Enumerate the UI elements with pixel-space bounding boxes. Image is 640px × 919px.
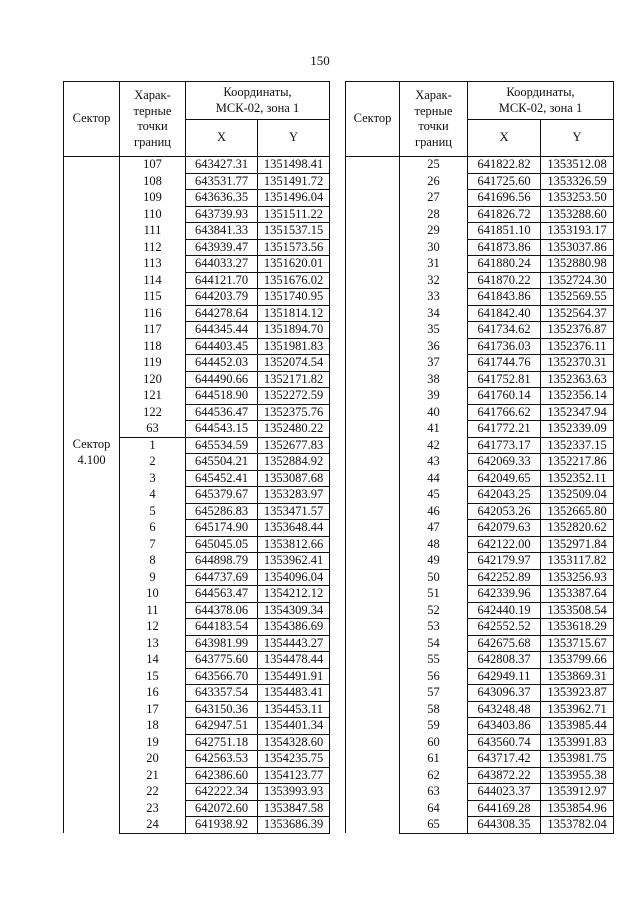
y-coordinate-cell: 1351498.41	[258, 157, 330, 174]
x-coordinate-cell: 642339.96	[468, 586, 541, 603]
y-coordinate-cell: 1352971.84	[541, 536, 614, 553]
y-coordinate-cell: 1353962.41	[258, 553, 330, 570]
point-number-cell: 60	[400, 734, 468, 751]
y-coordinate-cell: 1354309.34	[258, 602, 330, 619]
x-coordinate-cell: 645174.90	[186, 520, 258, 537]
point-number-cell: 10	[120, 586, 186, 603]
point-number-cell: 115	[120, 289, 186, 306]
x-coordinate-cell: 644452.03	[186, 355, 258, 372]
point-number-cell: 43	[400, 454, 468, 471]
x-coordinate-cell: 644543.15	[186, 421, 258, 438]
point-number-cell: 110	[120, 206, 186, 223]
x-coordinate-cell: 643427.31	[186, 157, 258, 174]
x-coordinate-cell: 645504.21	[186, 454, 258, 471]
point-number-cell: 107	[120, 157, 186, 174]
point-number-cell: 40	[400, 404, 468, 421]
point-number-cell: 16	[120, 685, 186, 702]
point-number-cell: 121	[120, 388, 186, 405]
sector-cell	[346, 157, 400, 834]
point-number-cell: 34	[400, 305, 468, 322]
x-coordinate-cell: 641766.62	[468, 404, 541, 421]
header-points-line4: границ	[134, 134, 171, 149]
y-coordinate-cell: 1351491.72	[258, 173, 330, 190]
header-points-line2: терные	[133, 103, 172, 118]
point-number-cell: 2	[120, 454, 186, 471]
x-coordinate-cell: 643981.99	[186, 635, 258, 652]
x-coordinate-cell: 642808.37	[468, 652, 541, 669]
x-coordinate-cell: 641773.17	[468, 437, 541, 454]
header-coordinates	[186, 82, 330, 120]
point-number-cell: 114	[120, 272, 186, 289]
coordinates-table-left	[63, 81, 330, 834]
point-number-cell: 20	[120, 751, 186, 768]
point-number-cell: 33	[400, 289, 468, 306]
x-coordinate-cell: 644737.69	[186, 569, 258, 586]
point-number-cell: 113	[120, 256, 186, 273]
point-number-cell: 23	[120, 800, 186, 817]
y-coordinate-cell: 1353508.54	[541, 602, 614, 619]
x-coordinate-cell: 642069.33	[468, 454, 541, 471]
x-coordinate-cell: 642049.65	[468, 470, 541, 487]
x-coordinate-cell: 641696.56	[468, 190, 541, 207]
y-coordinate-cell: 1351676.02	[258, 272, 330, 289]
y-coordinate-cell: 1352272.59	[258, 388, 330, 405]
x-coordinate-cell: 642563.53	[186, 751, 258, 768]
x-coordinate-cell: 641851.10	[468, 223, 541, 240]
point-number-cell: 6	[120, 520, 186, 537]
y-coordinate-cell: 1354328.60	[258, 734, 330, 751]
point-number-cell: 50	[400, 569, 468, 586]
y-coordinate-cell: 1353037.86	[541, 239, 614, 256]
point-number-cell: 108	[120, 173, 186, 190]
point-number-cell: 11	[120, 602, 186, 619]
point-number-cell: 65	[400, 817, 468, 834]
x-coordinate-cell: 642079.63	[468, 520, 541, 537]
sector-cell: Сектор 4.100	[64, 437, 120, 833]
x-coordinate-cell: 643357.54	[186, 685, 258, 702]
y-coordinate-cell: 1353686.39	[258, 817, 330, 834]
y-coordinate-cell: 1353087.68	[258, 470, 330, 487]
header-points	[400, 82, 468, 157]
point-number-cell: 7	[120, 536, 186, 553]
point-number-cell: 35	[400, 322, 468, 339]
y-coordinate-cell: 1352171.82	[258, 371, 330, 388]
x-coordinate-cell: 642751.18	[186, 734, 258, 751]
x-coordinate-cell: 641938.92	[186, 817, 258, 834]
y-coordinate-cell: 1353991.83	[541, 734, 614, 751]
x-coordinate-cell: 644378.06	[186, 602, 258, 619]
y-coordinate-cell: 1352564.37	[541, 305, 614, 322]
point-number-cell: 57	[400, 685, 468, 702]
x-coordinate-cell: 645286.83	[186, 503, 258, 520]
x-coordinate-cell: 641822.82	[468, 157, 541, 174]
point-number-cell: 21	[120, 767, 186, 784]
x-coordinate-cell: 644278.64	[186, 305, 258, 322]
y-coordinate-cell: 1354096.04	[258, 569, 330, 586]
x-coordinate-cell: 643717.42	[468, 751, 541, 768]
x-coordinate-cell: 643636.35	[186, 190, 258, 207]
header-points-line3: точки	[137, 119, 168, 133]
table-body-left	[64, 157, 330, 834]
y-coordinate-cell: 1353283.97	[258, 487, 330, 504]
header-coordinates-line1: Координаты,	[506, 85, 575, 99]
y-coordinate-cell: 1353854.96	[541, 800, 614, 817]
y-coordinate-cell: 1352339.09	[541, 421, 614, 438]
y-coordinate-cell: 1352352.11	[541, 470, 614, 487]
y-coordinate-cell: 1352376.87	[541, 322, 614, 339]
point-number-cell: 17	[120, 701, 186, 718]
y-coordinate-cell: 1352376.11	[541, 338, 614, 355]
y-coordinate-cell: 1351620.01	[258, 256, 330, 273]
x-coordinate-cell: 642949.11	[468, 668, 541, 685]
point-number-cell: 55	[400, 652, 468, 669]
y-coordinate-cell: 1351573.56	[258, 239, 330, 256]
x-coordinate-cell: 642043.25	[468, 487, 541, 504]
y-coordinate-cell: 1351740.95	[258, 289, 330, 306]
point-number-cell: 63	[120, 421, 186, 438]
header-sector: Сектор	[346, 82, 400, 157]
y-coordinate-cell: 1353648.44	[258, 520, 330, 537]
point-number-cell: 58	[400, 701, 468, 718]
y-coordinate-cell: 1353256.93	[541, 569, 614, 586]
y-coordinate-cell: 1353253.50	[541, 190, 614, 207]
y-coordinate-cell: 1352363.63	[541, 371, 614, 388]
x-coordinate-cell: 643150.36	[186, 701, 258, 718]
point-number-cell: 62	[400, 767, 468, 784]
x-coordinate-cell: 643841.33	[186, 223, 258, 240]
sector-cell	[64, 157, 120, 438]
point-number-cell: 29	[400, 223, 468, 240]
y-coordinate-cell: 1351537.15	[258, 223, 330, 240]
point-number-cell: 38	[400, 371, 468, 388]
y-coordinate-cell: 1352375.76	[258, 404, 330, 421]
point-number-cell: 12	[120, 619, 186, 636]
y-coordinate-cell: 1354386.69	[258, 619, 330, 636]
point-number-cell: 112	[120, 239, 186, 256]
y-coordinate-cell: 1354491.91	[258, 668, 330, 685]
point-number-cell: 56	[400, 668, 468, 685]
x-coordinate-cell: 641725.60	[468, 173, 541, 190]
x-coordinate-cell: 642440.19	[468, 602, 541, 619]
point-number-cell: 53	[400, 619, 468, 636]
x-coordinate-cell: 642072.60	[186, 800, 258, 817]
coordinates-table-right	[345, 81, 614, 834]
point-number-cell: 117	[120, 322, 186, 339]
x-coordinate-cell: 645379.67	[186, 487, 258, 504]
x-coordinate-cell: 642179.97	[468, 553, 541, 570]
point-number-cell: 13	[120, 635, 186, 652]
y-coordinate-cell: 1352480.22	[258, 421, 330, 438]
x-coordinate-cell: 641870.22	[468, 272, 541, 289]
header-coordinates-line1: Координаты,	[223, 85, 292, 99]
y-coordinate-cell: 1353847.58	[258, 800, 330, 817]
header-coordinates-line2: МСК-02, зона 1	[215, 100, 300, 115]
y-coordinate-cell: 1351981.83	[258, 338, 330, 355]
y-coordinate-cell: 1353288.60	[541, 206, 614, 223]
point-number-cell: 45	[400, 487, 468, 504]
x-coordinate-cell: 641826.72	[468, 206, 541, 223]
point-number-cell: 116	[120, 305, 186, 322]
y-coordinate-cell: 1354483.41	[258, 685, 330, 702]
point-number-cell: 119	[120, 355, 186, 372]
point-number-cell: 15	[120, 668, 186, 685]
table-row	[64, 437, 330, 454]
x-coordinate-cell: 642947.51	[186, 718, 258, 735]
header-points-line4: границ	[415, 134, 452, 149]
y-coordinate-cell: 1353955.38	[541, 767, 614, 784]
point-number-cell: 51	[400, 586, 468, 603]
point-number-cell: 41	[400, 421, 468, 438]
point-number-cell: 28	[400, 206, 468, 223]
y-coordinate-cell: 1352724.30	[541, 272, 614, 289]
y-coordinate-cell: 1353993.93	[258, 784, 330, 801]
page-number: 150	[310, 53, 330, 68]
point-number-cell: 122	[120, 404, 186, 421]
y-coordinate-cell: 1352356.14	[541, 388, 614, 405]
x-coordinate-cell: 642386.60	[186, 767, 258, 784]
header-points-line3: точки	[418, 119, 449, 133]
x-coordinate-cell: 644518.90	[186, 388, 258, 405]
x-coordinate-cell: 643248.48	[468, 701, 541, 718]
point-number-cell: 63	[400, 784, 468, 801]
x-coordinate-cell: 641752.81	[468, 371, 541, 388]
y-coordinate-cell: 1351511.22	[258, 206, 330, 223]
y-coordinate-cell: 1352074.54	[258, 355, 330, 372]
x-coordinate-cell: 643739.93	[186, 206, 258, 223]
x-coordinate-cell: 644536.47	[186, 404, 258, 421]
header-points-line2: терные	[414, 103, 453, 118]
header-points-line1: Харак-	[134, 88, 171, 102]
point-number-cell: 111	[120, 223, 186, 240]
y-coordinate-cell: 1353782.04	[541, 817, 614, 834]
point-number-cell: 4	[120, 487, 186, 504]
x-coordinate-cell: 643403.86	[468, 718, 541, 735]
y-coordinate-cell: 1352337.15	[541, 437, 614, 454]
point-number-cell: 47	[400, 520, 468, 537]
y-coordinate-cell: 1354235.75	[258, 751, 330, 768]
point-number-cell: 32	[400, 272, 468, 289]
y-coordinate-cell: 1353117.82	[541, 553, 614, 570]
x-coordinate-cell: 644490.66	[186, 371, 258, 388]
y-coordinate-cell: 1352509.04	[541, 487, 614, 504]
x-coordinate-cell: 643566.70	[186, 668, 258, 685]
y-coordinate-cell: 1352820.62	[541, 520, 614, 537]
point-number-cell: 109	[120, 190, 186, 207]
x-coordinate-cell: 644033.27	[186, 256, 258, 273]
point-number-cell: 64	[400, 800, 468, 817]
table-body-right	[346, 157, 614, 834]
x-coordinate-cell: 641843.86	[468, 289, 541, 306]
x-coordinate-cell: 645452.41	[186, 470, 258, 487]
header-y: Y	[541, 120, 614, 157]
y-coordinate-cell: 1354453.11	[258, 701, 330, 718]
y-coordinate-cell: 1351496.04	[258, 190, 330, 207]
x-coordinate-cell: 643531.77	[186, 173, 258, 190]
header-y: Y	[258, 120, 330, 157]
header-coordinates-line2: МСК-02, зона 1	[498, 100, 583, 115]
point-number-cell: 27	[400, 190, 468, 207]
header-coordinates	[468, 82, 614, 120]
table-row	[64, 157, 330, 174]
point-number-cell: 37	[400, 355, 468, 372]
x-coordinate-cell: 643560.74	[468, 734, 541, 751]
point-number-cell: 48	[400, 536, 468, 553]
point-number-cell: 26	[400, 173, 468, 190]
point-number-cell: 5	[120, 503, 186, 520]
point-number-cell: 59	[400, 718, 468, 735]
point-number-cell: 18	[120, 718, 186, 735]
point-number-cell: 22	[120, 784, 186, 801]
x-coordinate-cell: 642053.26	[468, 503, 541, 520]
y-coordinate-cell: 1353799.66	[541, 652, 614, 669]
y-coordinate-cell: 1351894.70	[258, 322, 330, 339]
header-x: X	[186, 120, 258, 157]
x-coordinate-cell: 644023.37	[468, 784, 541, 801]
y-coordinate-cell: 1351814.12	[258, 305, 330, 322]
y-coordinate-cell: 1353962.71	[541, 701, 614, 718]
y-coordinate-cell: 1353812.66	[258, 536, 330, 553]
x-coordinate-cell: 642675.68	[468, 635, 541, 652]
point-number-cell: 25	[400, 157, 468, 174]
x-coordinate-cell: 645045.05	[186, 536, 258, 553]
point-number-cell: 3	[120, 470, 186, 487]
x-coordinate-cell: 642252.89	[468, 569, 541, 586]
x-coordinate-cell: 645534.59	[186, 437, 258, 454]
header-x: X	[468, 120, 541, 157]
point-number-cell: 44	[400, 470, 468, 487]
y-coordinate-cell: 1354123.77	[258, 767, 330, 784]
y-coordinate-cell: 1353715.67	[541, 635, 614, 652]
point-number-cell: 52	[400, 602, 468, 619]
y-coordinate-cell: 1352217.86	[541, 454, 614, 471]
point-number-cell: 14	[120, 652, 186, 669]
x-coordinate-cell: 641873.86	[468, 239, 541, 256]
point-number-cell: 36	[400, 338, 468, 355]
point-number-cell: 19	[120, 734, 186, 751]
point-number-cell: 39	[400, 388, 468, 405]
x-coordinate-cell: 643872.22	[468, 767, 541, 784]
y-coordinate-cell: 1353326.59	[541, 173, 614, 190]
point-number-cell: 49	[400, 553, 468, 570]
table-row	[346, 157, 614, 174]
x-coordinate-cell: 641760.14	[468, 388, 541, 405]
x-coordinate-cell: 643096.37	[468, 685, 541, 702]
x-coordinate-cell: 641772.21	[468, 421, 541, 438]
x-coordinate-cell: 643775.60	[186, 652, 258, 669]
point-number-cell: 120	[120, 371, 186, 388]
x-coordinate-cell: 641734.62	[468, 322, 541, 339]
x-coordinate-cell: 644898.79	[186, 553, 258, 570]
point-number-cell: 9	[120, 569, 186, 586]
point-number-cell: 31	[400, 256, 468, 273]
y-coordinate-cell: 1354212.12	[258, 586, 330, 603]
header-points-line1: Харак-	[415, 88, 452, 102]
x-coordinate-cell: 641842.40	[468, 305, 541, 322]
x-coordinate-cell: 644169.28	[468, 800, 541, 817]
y-coordinate-cell: 1353985.44	[541, 718, 614, 735]
x-coordinate-cell: 641736.03	[468, 338, 541, 355]
y-coordinate-cell: 1352665.80	[541, 503, 614, 520]
point-number-cell: 24	[120, 817, 186, 834]
point-number-cell: 118	[120, 338, 186, 355]
y-coordinate-cell: 1352569.55	[541, 289, 614, 306]
x-coordinate-cell: 644308.35	[468, 817, 541, 834]
x-coordinate-cell: 644121.70	[186, 272, 258, 289]
point-number-cell: 54	[400, 635, 468, 652]
point-number-cell: 46	[400, 503, 468, 520]
y-coordinate-cell: 1353912.97	[541, 784, 614, 801]
point-number-cell: 8	[120, 553, 186, 570]
y-coordinate-cell: 1353471.57	[258, 503, 330, 520]
y-coordinate-cell: 1352880.98	[541, 256, 614, 273]
header-points	[120, 82, 186, 157]
y-coordinate-cell: 1353981.75	[541, 751, 614, 768]
x-coordinate-cell: 642222.34	[186, 784, 258, 801]
point-number-cell: 30	[400, 239, 468, 256]
y-coordinate-cell: 1352347.94	[541, 404, 614, 421]
point-number-cell: 42	[400, 437, 468, 454]
x-coordinate-cell: 641744.76	[468, 355, 541, 372]
x-coordinate-cell: 643939.47	[186, 239, 258, 256]
x-coordinate-cell: 644563.47	[186, 586, 258, 603]
y-coordinate-cell: 1353923.87	[541, 685, 614, 702]
x-coordinate-cell: 644203.79	[186, 289, 258, 306]
y-coordinate-cell: 1352370.31	[541, 355, 614, 372]
y-coordinate-cell: 1354478.44	[258, 652, 330, 669]
x-coordinate-cell: 644345.44	[186, 322, 258, 339]
x-coordinate-cell: 641880.24	[468, 256, 541, 273]
point-number-cell: 1	[120, 437, 186, 454]
x-coordinate-cell: 642122.00	[468, 536, 541, 553]
x-coordinate-cell: 642552.52	[468, 619, 541, 636]
y-coordinate-cell: 1353869.31	[541, 668, 614, 685]
y-coordinate-cell: 1354401.34	[258, 718, 330, 735]
x-coordinate-cell: 644183.54	[186, 619, 258, 636]
y-coordinate-cell: 1353193.17	[541, 223, 614, 240]
y-coordinate-cell: 1352677.83	[258, 437, 330, 454]
y-coordinate-cell: 1353387.64	[541, 586, 614, 603]
point-number-cell: 61	[400, 751, 468, 768]
y-coordinate-cell: 1353618.29	[541, 619, 614, 636]
header-sector: Сектор	[64, 82, 120, 157]
x-coordinate-cell: 644403.45	[186, 338, 258, 355]
y-coordinate-cell: 1354443.27	[258, 635, 330, 652]
y-coordinate-cell: 1352884.92	[258, 454, 330, 471]
y-coordinate-cell: 1353512.08	[541, 157, 614, 174]
